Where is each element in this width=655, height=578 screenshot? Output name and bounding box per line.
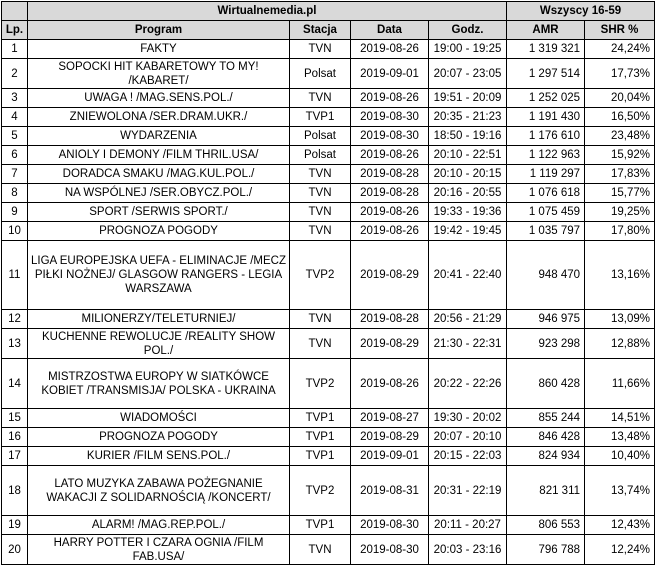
cell-shr: 12,24%: [585, 535, 655, 565]
cell-godz: 20:22 - 22:26: [429, 359, 507, 409]
cell-program: ALARM! /MAG.REP.POL./: [28, 516, 290, 535]
cell-program: DORADCA SMAKU /MAG.KUL.POL./: [28, 165, 290, 184]
cell-shr: 19,25%: [585, 203, 655, 222]
cell-shr: 24,24%: [585, 40, 655, 59]
cell-program: FAKTY: [28, 40, 290, 59]
table-row: [2, 184, 655, 203]
cell-data: 2019-08-30: [351, 108, 429, 127]
cell-amr: 1 191 430: [507, 108, 585, 127]
cell-lp: 18: [2, 466, 28, 516]
cell-shr: 13,16%: [585, 241, 655, 310]
cell-amr: 1 075 459: [507, 203, 585, 222]
cell-godz: 20:41 - 22:40: [429, 241, 507, 310]
cell-program: KURIER /FILM SENS.POL./: [28, 447, 290, 466]
cell-data: 2019-08-26: [351, 203, 429, 222]
cell-shr: 17,80%: [585, 222, 655, 241]
cell-data: 2019-08-30: [351, 127, 429, 146]
table-row: [2, 241, 655, 310]
cell-stacja: TVP1: [290, 516, 351, 535]
cell-data: 2019-08-29: [351, 428, 429, 447]
cell-amr: 1 076 618: [507, 184, 585, 203]
cell-godz: 20:07 - 23:05: [429, 59, 507, 89]
cell-data: 2019-08-30: [351, 516, 429, 535]
table-row: [2, 516, 655, 535]
cell-lp: 16: [2, 428, 28, 447]
cell-program: KUCHENNE REWOLUCJE /REALITY SHOW POL./: [28, 329, 290, 359]
table-row: [2, 40, 655, 59]
cell-data: 2019-08-28: [351, 184, 429, 203]
cell-lp: 19: [2, 516, 28, 535]
cell-stacja: TVP1: [290, 108, 351, 127]
cell-lp: 7: [2, 165, 28, 184]
cell-stacja: TVN: [290, 203, 351, 222]
col-header-stacja: Stacja: [290, 21, 351, 40]
cell-amr: 948 470: [507, 241, 585, 310]
cell-amr: 1 252 025: [507, 89, 585, 108]
table-row: [2, 146, 655, 165]
cell-stacja: TVN: [290, 535, 351, 565]
cell-godz: 19:33 - 19:36: [429, 203, 507, 222]
cell-godz: 20:10 - 20:15: [429, 165, 507, 184]
cell-godz: 20:07 - 20:10: [429, 428, 507, 447]
cell-godz: 20:03 - 23:16: [429, 535, 507, 565]
cell-godz: 20:11 - 20:27: [429, 516, 507, 535]
cell-amr: 1 319 321: [507, 40, 585, 59]
cell-godz: 19:51 - 20:09: [429, 89, 507, 108]
cell-data: 2019-08-29: [351, 329, 429, 359]
cell-lp: 1: [2, 40, 28, 59]
cell-lp: 13: [2, 329, 28, 359]
cell-godz: 19:00 - 19:25: [429, 40, 507, 59]
cell-shr: 13,74%: [585, 466, 655, 516]
cell-lp: 15: [2, 409, 28, 428]
cell-shr: 23,48%: [585, 127, 655, 146]
cell-shr: 17,83%: [585, 165, 655, 184]
cell-godz: 18:50 - 19:16: [429, 127, 507, 146]
cell-amr: 1 297 514: [507, 59, 585, 89]
cell-data: 2019-08-26: [351, 89, 429, 108]
cell-program: ANIOLY I DEMONY /FILM THRIL.USA/: [28, 146, 290, 165]
cell-lp: 5: [2, 127, 28, 146]
table-row: [2, 329, 655, 359]
cell-stacja: TVN: [290, 165, 351, 184]
cell-lp: 2: [2, 59, 28, 89]
cell-data: 2019-08-28: [351, 310, 429, 329]
cell-stacja: TVN: [290, 184, 351, 203]
column-header-row: [2, 21, 655, 40]
cell-amr: 824 934: [507, 447, 585, 466]
table-row: [2, 466, 655, 516]
cell-program: MILIONERZY/TELETURNIEJ/: [28, 310, 290, 329]
cell-program: NA WSPÓLNEJ /SER.OBYCZ.POL./: [28, 184, 290, 203]
cell-data: 2019-08-29: [351, 241, 429, 310]
cell-stacja: Polsat: [290, 127, 351, 146]
col-header-amr: AMR: [507, 21, 585, 40]
cell-lp: 12: [2, 310, 28, 329]
table-body: [2, 40, 655, 565]
cell-shr: 14,51%: [585, 409, 655, 428]
cell-stacja: TVN: [290, 40, 351, 59]
cell-program: WIADOMOŚCI: [28, 409, 290, 428]
cell-program: ZNIEWOLONA /SER.DRAM.UKR./: [28, 108, 290, 127]
cell-stacja: TVP1: [290, 447, 351, 466]
cell-data: 2019-08-28: [351, 165, 429, 184]
cell-stacja: TVP2: [290, 241, 351, 310]
cell-data: 2019-09-01: [351, 59, 429, 89]
cell-data: 2019-09-01: [351, 447, 429, 466]
table-row: [2, 222, 655, 241]
cell-data: 2019-08-26: [351, 222, 429, 241]
cell-lp: 9: [2, 203, 28, 222]
cell-lp: 14: [2, 359, 28, 409]
cell-godz: 19:30 - 20:02: [429, 409, 507, 428]
cell-amr: 1 035 797: [507, 222, 585, 241]
cell-amr: 821 311: [507, 466, 585, 516]
cell-lp: 17: [2, 447, 28, 466]
ratings-table: [1, 1, 655, 565]
cell-amr: 860 428: [507, 359, 585, 409]
cell-stacja: TVN: [290, 310, 351, 329]
cell-program: SOPOCKI HIT KABARETOWY TO MY! /KABARET/: [28, 59, 290, 89]
cell-stacja: TVP1: [290, 428, 351, 447]
cell-stacja: Polsat: [290, 59, 351, 89]
cell-amr: 923 298: [507, 329, 585, 359]
cell-stacja: Polsat: [290, 146, 351, 165]
cell-lp: 20: [2, 535, 28, 565]
table-row: [2, 447, 655, 466]
cell-godz: 20:10 - 22:51: [429, 146, 507, 165]
table-row: [2, 59, 655, 89]
cell-godz: 21:30 - 22:31: [429, 329, 507, 359]
cell-amr: 806 553: [507, 516, 585, 535]
cell-shr: 13,48%: [585, 428, 655, 447]
cell-data: 2019-08-27: [351, 409, 429, 428]
cell-program: SPORT /SERWIS SPORT./: [28, 203, 290, 222]
cell-lp: 3: [2, 89, 28, 108]
table-row: [2, 89, 655, 108]
cell-lp: 11: [2, 241, 28, 310]
table-row: [2, 409, 655, 428]
col-header-program: Program: [28, 21, 290, 40]
cell-data: 2019-08-31: [351, 466, 429, 516]
cell-shr: 12,88%: [585, 329, 655, 359]
cell-amr: 796 788: [507, 535, 585, 565]
header-row-top: [2, 2, 655, 21]
cell-lp: 4: [2, 108, 28, 127]
table-row: [2, 165, 655, 184]
cell-godz: 19:42 - 19:45: [429, 222, 507, 241]
cell-amr: 846 428: [507, 428, 585, 447]
cell-shr: 20,04%: [585, 89, 655, 108]
cell-lp: 10: [2, 222, 28, 241]
col-header-data: Data: [351, 21, 429, 40]
table-row: [2, 203, 655, 222]
table-row: [2, 127, 655, 146]
table-row: [2, 535, 655, 565]
cell-stacja: TVP2: [290, 359, 351, 409]
cell-data: 2019-08-26: [351, 359, 429, 409]
cell-godz: 20:16 - 20:55: [429, 184, 507, 203]
target-group-header: Wszyscy 16-59: [507, 2, 655, 21]
table-row: [2, 359, 655, 409]
cell-stacja: TVN: [290, 329, 351, 359]
cell-shr: 13,09%: [585, 310, 655, 329]
cell-amr: 1 119 297: [507, 165, 585, 184]
cell-program: LATO MUZYKA ZABAWA POŻEGNANIE WAKACJI Z SOLIDARNOŚCIĄ /KONCERT/: [28, 466, 290, 516]
cell-godz: 20:15 - 22:03: [429, 447, 507, 466]
cell-godz: 20:56 - 21:29: [429, 310, 507, 329]
source-header: Wirtualnemedia.pl: [28, 2, 507, 21]
cell-shr: 12,43%: [585, 516, 655, 535]
cell-program: HARRY POTTER I CZARA OGNIA /FILM FAB.USA/: [28, 535, 290, 565]
header-blank-cell: [2, 2, 28, 21]
cell-program: WYDARZENIA: [28, 127, 290, 146]
cell-godz: 20:35 - 21:23: [429, 108, 507, 127]
cell-program: UWAGA ! /MAG.SENS.POL./: [28, 89, 290, 108]
cell-shr: 15,77%: [585, 184, 655, 203]
cell-amr: 1 122 963: [507, 146, 585, 165]
col-header-lp: Lp.: [2, 21, 28, 40]
cell-lp: 6: [2, 146, 28, 165]
cell-stacja: TVN: [290, 89, 351, 108]
cell-program: LIGA EUROPEJSKA UEFA - ELIMINACJE /MECZ PIŁKI NOŻNEJ/ GLASGOW RANGERS - LEGIA WARSZAWA: [28, 241, 290, 310]
table-row: [2, 428, 655, 447]
col-header-godz: Godz.: [429, 21, 507, 40]
cell-shr: 16,50%: [585, 108, 655, 127]
cell-shr: 10,40%: [585, 447, 655, 466]
cell-data: 2019-08-26: [351, 40, 429, 59]
cell-godz: 20:31 - 22:19: [429, 466, 507, 516]
cell-stacja: TVP1: [290, 409, 351, 428]
cell-program: PROGNOZA POGODY: [28, 428, 290, 447]
cell-amr: 946 975: [507, 310, 585, 329]
cell-program: PROGNOZA POGODY: [28, 222, 290, 241]
table-row: [2, 310, 655, 329]
cell-shr: 11,66%: [585, 359, 655, 409]
cell-stacja: TVP2: [290, 466, 351, 516]
col-header-shr: SHR %: [585, 21, 655, 40]
cell-data: 2019-08-26: [351, 146, 429, 165]
cell-amr: 1 176 610: [507, 127, 585, 146]
cell-shr: 15,92%: [585, 146, 655, 165]
table-row: [2, 108, 655, 127]
cell-stacja: TVN: [290, 222, 351, 241]
cell-data: 2019-08-30: [351, 535, 429, 565]
cell-lp: 8: [2, 184, 28, 203]
cell-program: MISTRZOSTWA EUROPY W SIATKÓWCE KOBIET /TRANSMISJA/ POLSKA - UKRAINA: [28, 359, 290, 409]
cell-amr: 855 244: [507, 409, 585, 428]
cell-shr: 17,73%: [585, 59, 655, 89]
